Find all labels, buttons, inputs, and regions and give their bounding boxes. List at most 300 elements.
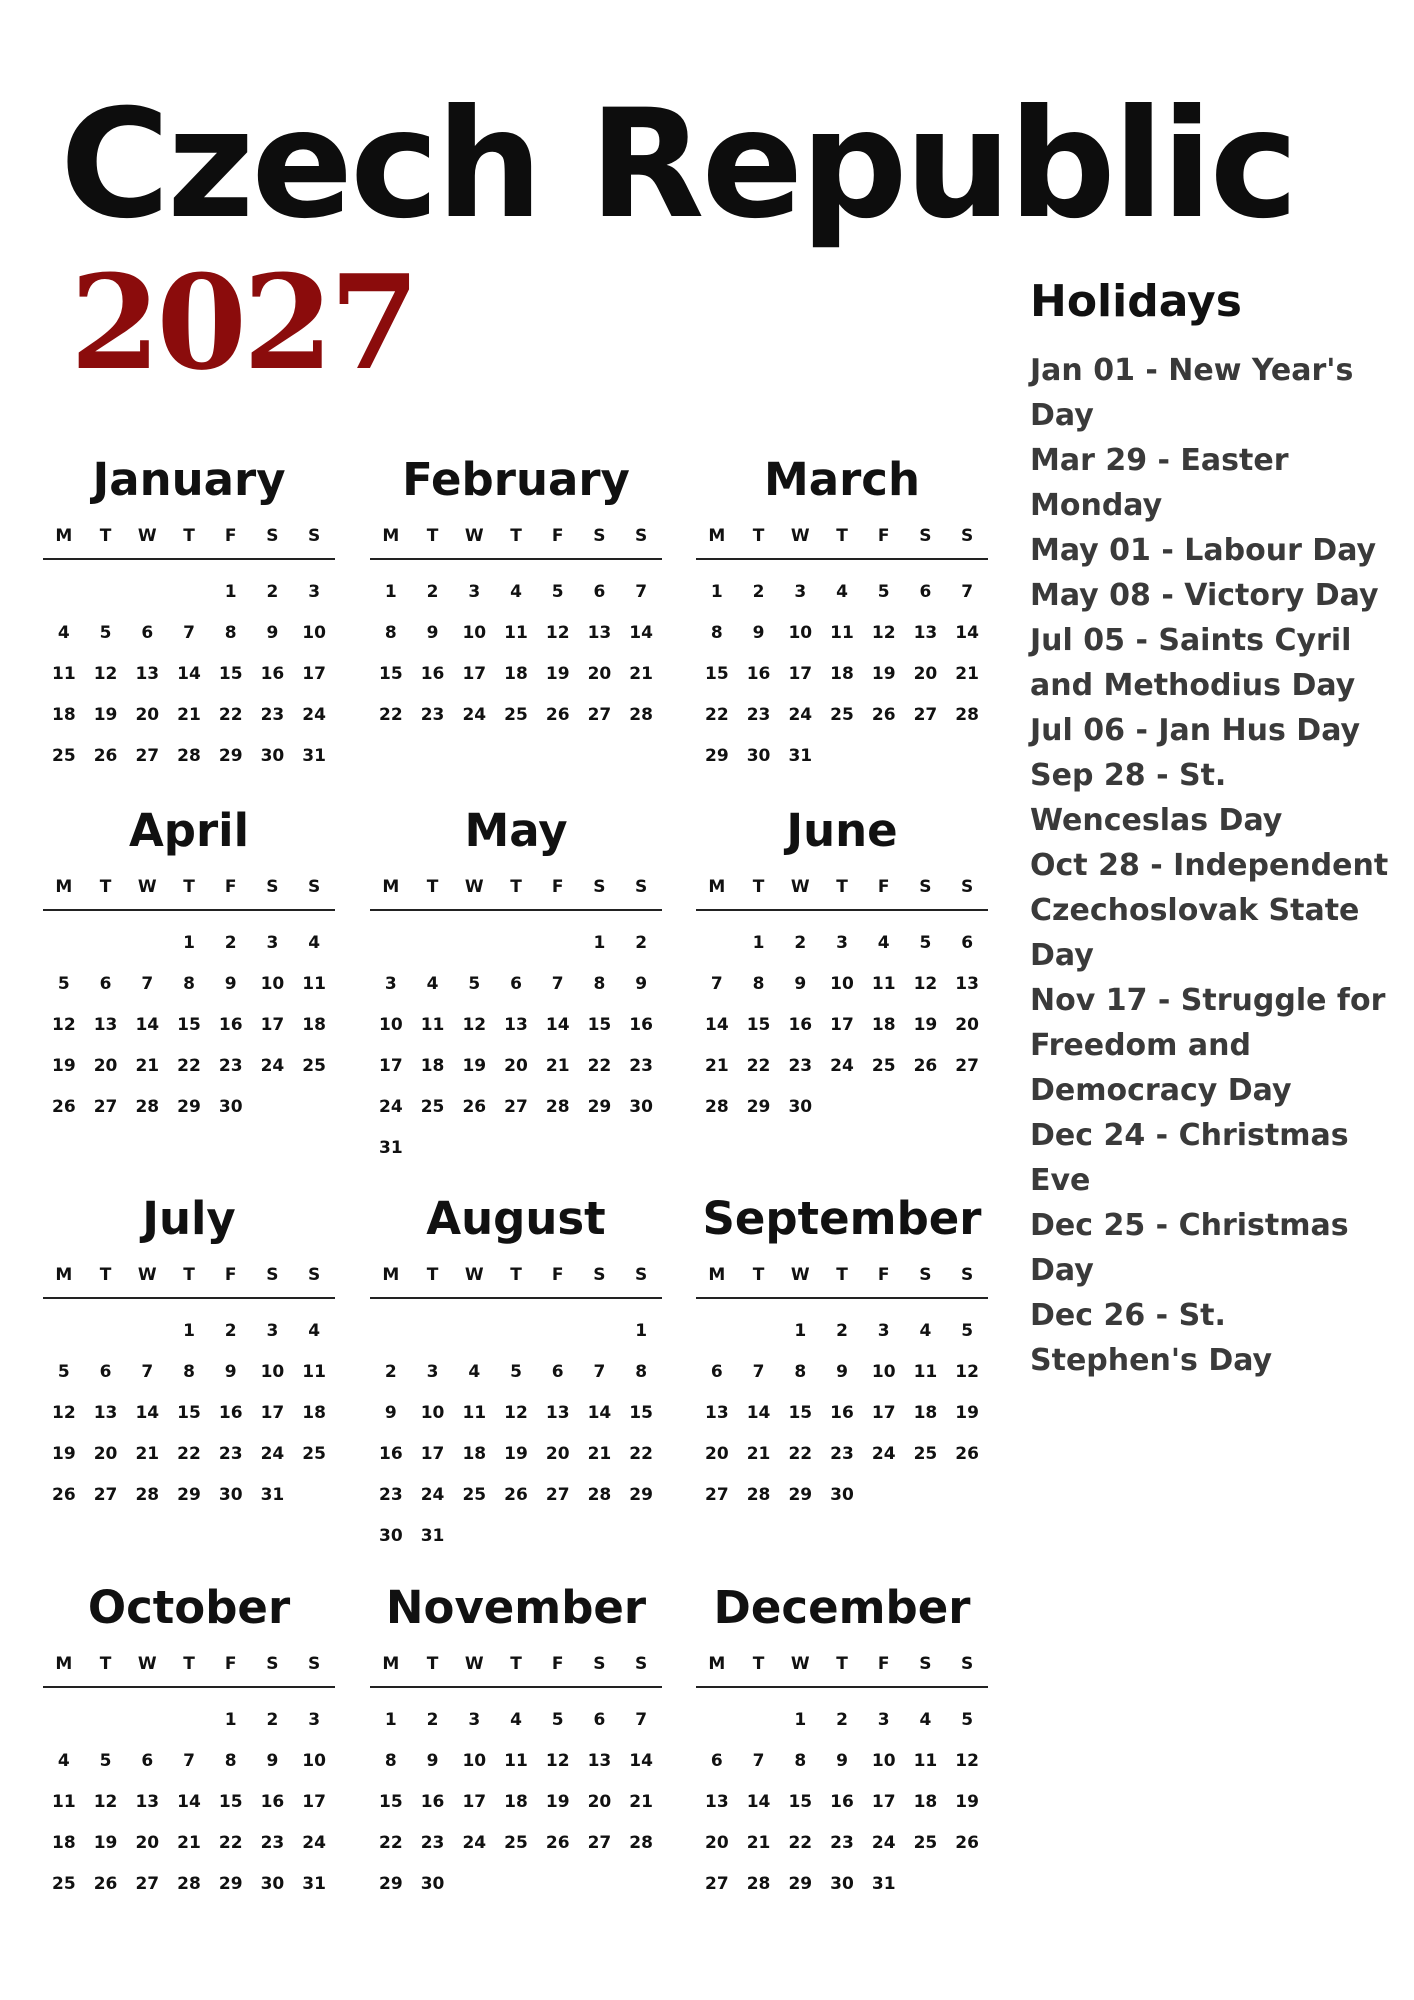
day-cell: 19 <box>545 1792 570 1812</box>
day-cell: 23 <box>746 705 771 725</box>
day-cell: 27 <box>93 1097 118 1117</box>
holiday-item: Sep 28 - St. Wenceslas Day <box>1030 758 1283 838</box>
day-grid <box>696 911 988 1128</box>
weekday-label: T <box>99 1654 112 1674</box>
day-cell: 27 <box>705 1485 729 1505</box>
day-cell: 2 <box>794 933 807 953</box>
month-april <box>43 803 335 1128</box>
holiday-item: Jul 06 - Jan Hus Day <box>1030 713 1361 748</box>
empty-cell <box>126 1700 168 1741</box>
day-cell: 3 <box>794 582 807 602</box>
day-cell: 19 <box>955 1792 979 1812</box>
month-name: May <box>464 804 568 857</box>
day-cell: 2 <box>266 1710 279 1730</box>
empty-cell <box>43 1700 85 1741</box>
day-cell: 16 <box>379 1444 403 1464</box>
month-july <box>43 1191 335 1516</box>
day-cell: 23 <box>788 1056 813 1076</box>
weekday-label: W <box>464 877 484 897</box>
day-cell: 15 <box>746 1015 771 1035</box>
day-cell: 22 <box>587 1056 612 1076</box>
weekday-label: S <box>961 877 974 897</box>
weekday-label: T <box>836 526 848 546</box>
weekday-label: T <box>836 1654 848 1674</box>
holiday-item: Nov 17 - Struggle for Freedom and Democracy Day <box>1030 983 1386 1108</box>
day-cell: 20 <box>135 1833 160 1853</box>
day-cell: 6 <box>593 582 606 602</box>
day-cell: 13 <box>135 664 160 684</box>
day-cell: 25 <box>302 1056 326 1076</box>
day-cell: 5 <box>961 1321 974 1341</box>
day-cell: 24 <box>462 1833 487 1853</box>
day-cell: 2 <box>384 1362 397 1382</box>
day-cell: 14 <box>135 1403 160 1423</box>
day-cell: 19 <box>504 1444 528 1464</box>
day-cell: 29 <box>788 1485 813 1505</box>
day-cell: 7 <box>593 1362 606 1382</box>
day-cell: 12 <box>545 1751 570 1771</box>
day-cell: 15 <box>629 1403 653 1423</box>
empty-cell <box>43 572 85 613</box>
day-cell: 26 <box>545 705 570 725</box>
day-cell: 26 <box>545 1833 570 1853</box>
weekday-label: T <box>426 526 439 546</box>
day-cell: 8 <box>710 623 723 643</box>
day-cell: 7 <box>183 1751 195 1771</box>
day-cell: 17 <box>260 1015 285 1035</box>
day-cell: 28 <box>746 1874 771 1894</box>
day-cell: 1 <box>384 582 397 602</box>
day-cell: 9 <box>384 1403 397 1423</box>
month-name: February <box>402 453 630 506</box>
day-cell: 15 <box>379 1792 403 1812</box>
day-cell: 19 <box>913 1015 938 1035</box>
day-cell: 29 <box>705 746 729 766</box>
empty-cell <box>126 572 168 613</box>
weekday-label: F <box>224 1654 237 1674</box>
day-cell: 20 <box>135 705 160 725</box>
day-cell: 19 <box>955 1403 979 1423</box>
weekday-header <box>370 877 662 911</box>
weekday-label: S <box>919 526 932 546</box>
day-cell: 30 <box>420 1874 445 1894</box>
empty-cell <box>696 1311 738 1352</box>
day-cell: 14 <box>955 623 979 643</box>
weekday-label: M <box>55 526 73 546</box>
day-cell: 8 <box>635 1362 648 1382</box>
day-cell: 6 <box>593 1710 606 1730</box>
day-cell: 9 <box>426 1751 439 1771</box>
empty-cell <box>696 923 738 964</box>
day-cell: 13 <box>913 623 938 643</box>
day-cell: 16 <box>260 664 285 684</box>
month-name: January <box>92 453 286 506</box>
day-cell: 16 <box>746 664 771 684</box>
day-cell: 17 <box>302 1792 326 1812</box>
day-cell: 26 <box>52 1485 76 1505</box>
day-cell: 6 <box>919 582 932 602</box>
day-cell: 29 <box>218 1874 243 1894</box>
day-cell: 8 <box>224 1751 237 1771</box>
day-cell: 7 <box>141 1362 154 1382</box>
day-cell: 22 <box>177 1056 201 1076</box>
month-name: December <box>713 1581 971 1634</box>
month-name: March <box>763 453 921 506</box>
day-cell: 19 <box>462 1056 487 1076</box>
weekday-label: F <box>877 1654 890 1674</box>
day-cell: 30 <box>629 1097 653 1117</box>
empty-cell <box>453 1311 495 1352</box>
day-cell: 26 <box>955 1444 979 1464</box>
day-cell: 15 <box>705 664 729 684</box>
day-cell: 26 <box>504 1485 528 1505</box>
weekday-label: F <box>224 877 237 897</box>
day-cell: 16 <box>629 1015 653 1035</box>
day-cell: 14 <box>177 664 201 684</box>
day-cell: 7 <box>752 1751 765 1771</box>
day-cell: 6 <box>141 1751 154 1771</box>
day-cell: 15 <box>587 1015 612 1035</box>
day-cell: 1 <box>710 582 723 602</box>
day-cell: 8 <box>593 974 606 994</box>
weekday-header <box>696 1265 988 1299</box>
day-cell: 11 <box>52 664 76 684</box>
day-cell: 12 <box>913 974 938 994</box>
weekday-label: W <box>790 526 810 546</box>
day-cell: 9 <box>752 623 765 643</box>
day-cell: 12 <box>871 623 896 643</box>
day-cell: 5 <box>551 582 564 602</box>
day-cell: 5 <box>551 1710 564 1730</box>
weekday-label: M <box>708 877 726 897</box>
day-cell: 24 <box>302 1833 326 1853</box>
day-cell: 14 <box>587 1403 612 1423</box>
day-cell: 25 <box>302 1444 326 1464</box>
weekday-label: T <box>183 526 195 546</box>
empty-cell <box>126 1311 168 1352</box>
day-grid <box>696 560 988 777</box>
day-cell: 21 <box>177 1833 201 1853</box>
day-cell: 10 <box>420 1403 445 1423</box>
day-grid <box>370 560 662 736</box>
day-cell: 7 <box>961 582 974 602</box>
day-cell: 20 <box>93 1444 118 1464</box>
day-cell: 9 <box>794 974 807 994</box>
day-cell: 13 <box>705 1403 729 1423</box>
day-cell: 5 <box>57 974 70 994</box>
weekday-label: F <box>551 1265 564 1285</box>
day-cell: 8 <box>224 623 237 643</box>
day-cell: 12 <box>504 1403 528 1423</box>
day-cell: 2 <box>836 1710 848 1730</box>
weekday-label: S <box>635 526 648 546</box>
day-cell: 11 <box>504 1751 528 1771</box>
day-cell: 21 <box>177 705 201 725</box>
day-cell: 10 <box>379 1015 403 1035</box>
day-cell: 18 <box>504 664 528 684</box>
month-january <box>43 452 335 777</box>
day-cell: 3 <box>384 974 397 994</box>
day-cell: 28 <box>545 1097 570 1117</box>
weekday-label: S <box>961 1265 974 1285</box>
day-cell: 19 <box>52 1444 76 1464</box>
day-cell: 13 <box>587 1751 612 1771</box>
day-cell: 23 <box>830 1833 854 1853</box>
day-cell: 2 <box>426 582 439 602</box>
day-cell: 15 <box>218 664 243 684</box>
day-cell: 16 <box>420 664 445 684</box>
day-cell: 6 <box>141 623 154 643</box>
day-cell: 12 <box>545 623 570 643</box>
day-cell: 11 <box>302 974 326 994</box>
day-cell: 17 <box>462 1792 487 1812</box>
day-cell: 16 <box>830 1792 854 1812</box>
day-cell: 30 <box>830 1485 854 1505</box>
empty-cell <box>453 923 495 964</box>
holiday-item: May 08 - Victory Day <box>1030 578 1379 613</box>
empty-cell <box>412 923 454 964</box>
day-cell: 26 <box>913 1056 938 1076</box>
day-cell: 26 <box>93 1874 118 1894</box>
day-cell: 19 <box>93 705 118 725</box>
day-cell: 12 <box>955 1751 979 1771</box>
day-cell: 20 <box>587 664 612 684</box>
day-cell: 1 <box>752 933 765 953</box>
day-cell: 13 <box>545 1403 570 1423</box>
weekday-label: M <box>55 1265 73 1285</box>
day-cell: 14 <box>746 1792 771 1812</box>
day-cell: 13 <box>135 1792 160 1812</box>
weekday-label: W <box>790 877 810 897</box>
day-cell: 27 <box>955 1056 979 1076</box>
holiday-item: Dec 26 - St. Stephen's Day <box>1030 1298 1273 1378</box>
day-cell: 17 <box>788 664 813 684</box>
day-cell: 30 <box>218 1097 243 1117</box>
day-cell: 31 <box>260 1485 285 1505</box>
day-cell: 22 <box>746 1056 771 1076</box>
day-cell: 25 <box>52 746 76 766</box>
weekday-label: W <box>137 877 157 897</box>
day-cell: 31 <box>302 1874 326 1894</box>
year-heading: 2027 <box>70 246 416 399</box>
day-cell: 27 <box>135 1874 160 1894</box>
day-cell: 30 <box>218 1485 243 1505</box>
day-cell: 31 <box>420 1526 445 1546</box>
weekday-label: W <box>790 1265 810 1285</box>
day-grid <box>43 1688 335 1905</box>
day-cell: 8 <box>384 623 397 643</box>
day-cell: 25 <box>504 705 528 725</box>
month-name: August <box>426 1192 606 1245</box>
day-cell: 17 <box>871 1403 896 1423</box>
month-august <box>370 1191 662 1557</box>
day-cell: 5 <box>877 582 890 602</box>
day-cell: 24 <box>379 1097 403 1117</box>
weekday-label: S <box>266 1265 279 1285</box>
day-cell: 1 <box>224 1710 237 1730</box>
day-cell: 8 <box>183 974 195 994</box>
day-cell: 2 <box>426 1710 439 1730</box>
day-cell: 6 <box>510 974 522 994</box>
empty-cell <box>43 1311 85 1352</box>
day-cell: 9 <box>266 623 279 643</box>
weekday-label: W <box>790 1654 810 1674</box>
day-cell: 23 <box>629 1056 653 1076</box>
day-cell: 21 <box>545 1056 570 1076</box>
empty-cell <box>412 1311 454 1352</box>
day-cell: 21 <box>135 1056 160 1076</box>
day-cell: 3 <box>308 1710 321 1730</box>
weekday-label: S <box>593 877 606 897</box>
empty-cell <box>579 1311 621 1352</box>
weekday-label: M <box>708 1265 726 1285</box>
weekday-label: T <box>836 877 848 897</box>
empty-cell <box>85 572 127 613</box>
day-cell: 22 <box>379 705 403 725</box>
day-cell: 6 <box>961 933 974 953</box>
day-cell: 29 <box>746 1097 771 1117</box>
empty-cell <box>537 1311 579 1352</box>
day-cell: 26 <box>871 705 896 725</box>
holiday-item: Dec 24 - Christmas Eve <box>1030 1118 1349 1198</box>
day-cell: 4 <box>510 582 522 602</box>
day-cell: 27 <box>705 1874 729 1894</box>
day-cell: 17 <box>871 1792 896 1812</box>
day-grid <box>370 1688 662 1905</box>
day-cell: 4 <box>510 1710 522 1730</box>
day-cell: 1 <box>794 1321 807 1341</box>
day-cell: 25 <box>913 1833 938 1853</box>
day-cell: 18 <box>52 705 76 725</box>
day-cell: 4 <box>468 1362 481 1382</box>
holidays-title: Holidays <box>1030 276 1242 327</box>
day-cell: 27 <box>587 705 612 725</box>
day-cell: 26 <box>955 1833 979 1853</box>
day-cell: 5 <box>99 1751 112 1771</box>
weekday-label: S <box>308 1265 321 1285</box>
empty-cell <box>85 1311 127 1352</box>
day-cell: 15 <box>177 1015 201 1035</box>
day-cell: 3 <box>426 1362 439 1382</box>
weekday-label: S <box>635 1265 648 1285</box>
day-cell: 10 <box>871 1751 896 1771</box>
empty-cell <box>168 572 210 613</box>
holiday-item: Oct 28 - Independent Czechoslovak State Day <box>1030 848 1389 973</box>
empty-cell <box>738 1700 780 1741</box>
weekday-label: S <box>635 877 648 897</box>
holidays-panel <box>1030 272 1400 1383</box>
weekday-label: W <box>464 1265 484 1285</box>
empty-cell <box>738 1311 780 1352</box>
weekday-label: M <box>382 1265 400 1285</box>
day-cell: 14 <box>545 1015 570 1035</box>
day-cell: 24 <box>871 1444 896 1464</box>
weekday-header <box>43 526 335 560</box>
day-cell: 11 <box>462 1403 487 1423</box>
day-cell: 4 <box>426 974 439 994</box>
day-cell: 11 <box>420 1015 445 1035</box>
day-cell: 6 <box>99 974 112 994</box>
day-cell: 8 <box>794 1362 807 1382</box>
day-cell: 14 <box>629 623 653 643</box>
day-cell: 12 <box>52 1015 76 1035</box>
weekday-label: M <box>382 1654 400 1674</box>
month-march <box>696 452 988 777</box>
day-cell: 21 <box>587 1444 612 1464</box>
day-cell: 24 <box>788 705 813 725</box>
day-cell: 29 <box>788 1874 813 1894</box>
empty-cell <box>126 923 168 964</box>
weekday-label: T <box>99 1265 112 1285</box>
day-cell: 23 <box>218 1444 243 1464</box>
day-cell: 26 <box>93 746 118 766</box>
empty-cell <box>168 1700 210 1741</box>
day-cell: 21 <box>629 664 653 684</box>
empty-cell <box>537 923 579 964</box>
weekday-label: T <box>183 1654 195 1674</box>
day-cell: 3 <box>266 1321 279 1341</box>
day-cell: 15 <box>177 1403 201 1423</box>
day-cell: 25 <box>830 705 854 725</box>
weekday-label: M <box>708 1654 726 1674</box>
day-cell: 7 <box>551 974 564 994</box>
day-cell: 18 <box>302 1015 326 1035</box>
day-cell: 17 <box>462 664 487 684</box>
day-cell: 17 <box>379 1056 403 1076</box>
day-cell: 7 <box>183 623 195 643</box>
weekday-label: S <box>919 1265 932 1285</box>
day-cell: 26 <box>462 1097 487 1117</box>
weekday-label: T <box>510 526 522 546</box>
day-cell: 29 <box>218 746 243 766</box>
holiday-item: Jul 05 - Saints Cyril and Methodius Day <box>1030 623 1356 703</box>
day-grid <box>43 911 335 1128</box>
day-cell: 5 <box>468 974 481 994</box>
weekday-label: T <box>426 1265 439 1285</box>
day-cell: 29 <box>379 1874 403 1894</box>
day-cell: 10 <box>260 1362 285 1382</box>
weekday-label: S <box>266 1654 279 1674</box>
weekday-label: T <box>752 526 765 546</box>
day-cell: 21 <box>746 1444 771 1464</box>
day-cell: 13 <box>504 1015 528 1035</box>
day-cell: 16 <box>218 1015 243 1035</box>
day-cell: 10 <box>830 974 854 994</box>
day-cell: 2 <box>224 933 237 953</box>
day-cell: 27 <box>913 705 938 725</box>
day-cell: 6 <box>710 1751 723 1771</box>
day-cell: 25 <box>504 1833 528 1853</box>
day-cell: 28 <box>705 1097 729 1117</box>
day-cell: 22 <box>218 1833 243 1853</box>
day-cell: 20 <box>705 1444 729 1464</box>
day-cell: 31 <box>379 1138 403 1158</box>
day-cell: 25 <box>871 1056 896 1076</box>
month-september <box>696 1191 988 1516</box>
day-cell: 29 <box>587 1097 612 1117</box>
weekday-header <box>370 526 662 560</box>
day-cell: 7 <box>635 582 648 602</box>
day-cell: 16 <box>830 1403 854 1423</box>
day-cell: 14 <box>705 1015 729 1035</box>
day-cell: 26 <box>52 1097 76 1117</box>
day-cell: 30 <box>260 1874 285 1894</box>
day-cell: 28 <box>177 746 201 766</box>
weekday-label: F <box>551 526 564 546</box>
day-cell: 1 <box>183 933 195 953</box>
month-name: April <box>128 804 250 857</box>
day-cell: 9 <box>224 974 237 994</box>
